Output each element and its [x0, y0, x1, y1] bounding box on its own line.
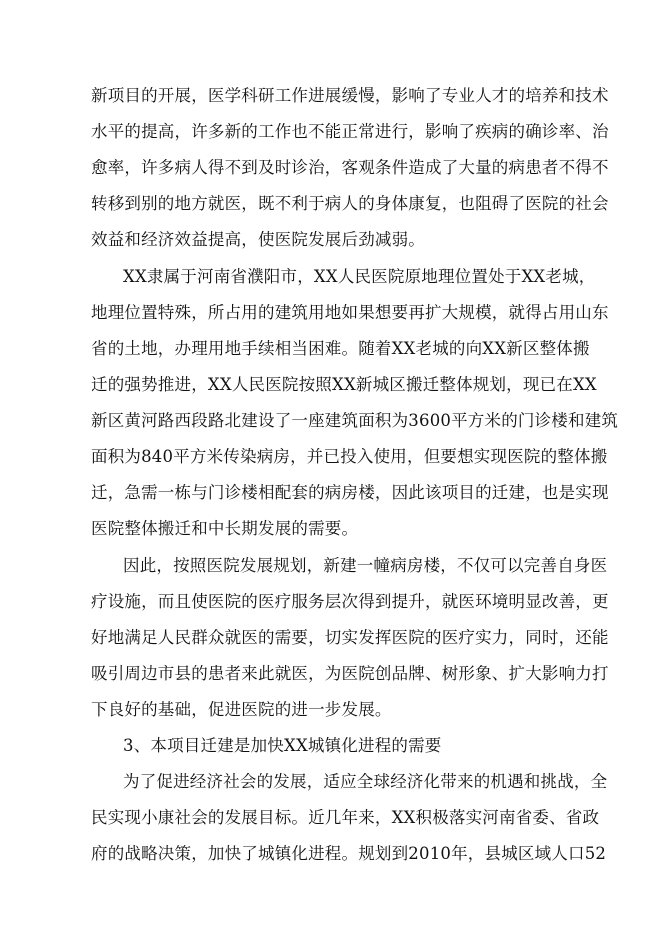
text-line: 迁，急需一栋与门诊楼相配套的病房楼，因此该项目的迁建，也是实现: [91, 483, 609, 502]
text-line: 下良好的基础，促进医院的进一步发展。: [91, 700, 392, 719]
text-line: 面积为840平方米传染病房，并已投入使用，但要想实现医院的整体搬: [91, 447, 608, 466]
text-line: 省的土地，办理用地手续相当困难。随着XX老城的向XX新区整体搬: [91, 339, 590, 358]
text-line: 吸引周边市县的患者来此就医，为医院创品牌、树形象、扩大影响力打: [91, 664, 609, 683]
text-line: 疗设施，而且使医院的医疗服务层次得到提升，就医环境明显改善，更: [91, 592, 609, 611]
text-line: 地理位置特殊，所占用的建筑用地如果想要再扩大规模，就得占用山东: [91, 303, 609, 322]
text-line: 新区黄河路西段路北建设了一座建筑面积为3600平方米的门诊楼和建筑: [91, 411, 619, 430]
text-line: 为了促进经济社会的发展，适应全球经济化带来的机遇和挑战，全: [123, 772, 608, 791]
text-line: 因此，按照医院发展规划，新建一幢病房楼，不仅可以完善自身医: [123, 556, 608, 575]
text-line: 新项目的开展，医学科研工作进展缓慢，影响了专业人才的培养和技术: [91, 86, 609, 105]
text-line: 民实现小康社会的发展目标。近几年来，XX积极落实河南省委、省政: [91, 808, 600, 827]
text-line: 愈率，许多病人得不到及时诊治，客观条件造成了大量的病患者不得不: [91, 158, 609, 177]
text-line: 府的战略决策，加快了城镇化进程。规划到2010年，县城区域人口52: [91, 844, 607, 863]
text-line: 迁的强势推进，XX人民医院按照XX新城区搬迁整体规划，现已在XX: [91, 375, 597, 394]
text-line: XX隶属于河南省濮阳市，XX人民医院原地理位置处于XX老城，: [123, 267, 596, 286]
text-line: 医院整体搬迁和中长期发展的需要。: [91, 519, 359, 538]
text-line: 转移到别的地方就医，既不利于病人的身体康复，也阻碍了医院的社会: [91, 194, 609, 213]
text-line: 效益和经济效益提高，使医院发展后劲减弱。: [91, 230, 425, 249]
text-line: 好地满足人民群众就医的需要，切实发挥医院的医疗实力，同时，还能: [91, 628, 609, 647]
text-line: 水平的提高，许多新的工作也不能正常进行，影响了疾病的确诊率、治: [91, 122, 609, 141]
section-heading: 3、本项目迁建是加快XX城镇化进程的需要: [123, 736, 442, 755]
